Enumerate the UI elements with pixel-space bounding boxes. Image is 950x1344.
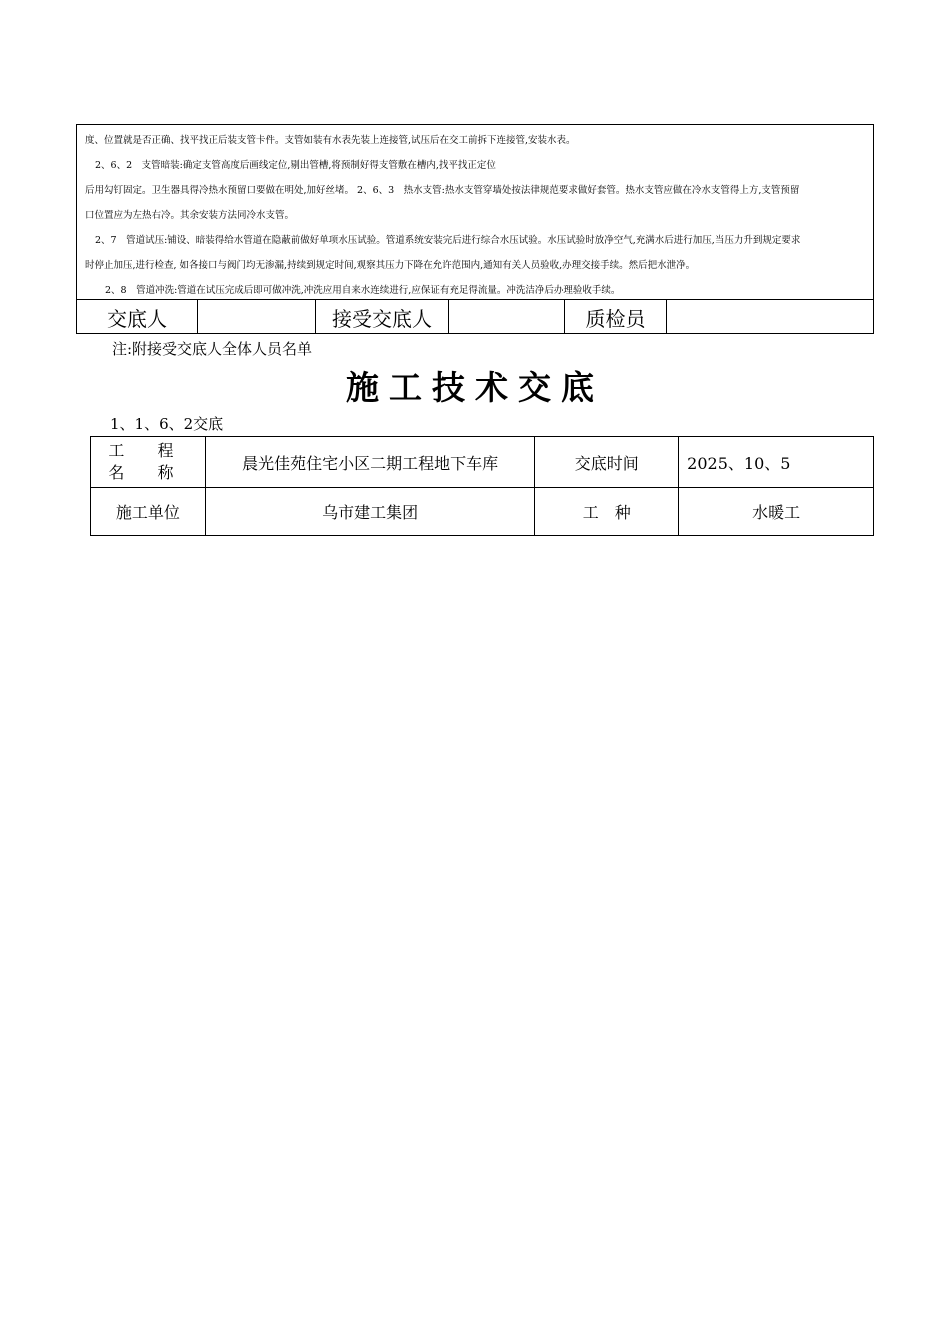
unit-label: 施工单位 [91,488,206,536]
unit-value: 乌市建工集团 [205,488,535,536]
disclosure-content-box [76,124,874,334]
text-line-3: 后用勾钉固定。卫生器具得冷热水预留口要做在明处,加好丝堵。 2、6、3 热水支管:热水支管穿墙处按法律规范要求做好套管。热水支管应做在冷水支管得上方,支管预留 [85,185,800,196]
discloser-label: 交底人 [77,300,198,334]
date-label: 交底时间 [535,437,679,488]
text-line-4: 口位置应为左热右冷。其余安装方法同冷水支管。 [85,210,295,221]
project-name-label-line2: 名 称 [108,463,188,482]
project-info-table [90,436,874,536]
project-name-label [91,437,206,488]
inspector-field[interactable] [667,300,873,334]
text-line-5: 2、7 管道试压:铺设、暗装得给水管道在隐蔽前做好单项水压试验。管道系统安装完后进行综合水压试验。水压试验时放净空气,充满水后进行加压,当压力升到规定要求 [95,235,801,246]
text-line-7: 2、8 管道冲洗:管道在试压完成后即可做冲洗,冲洗应用自来水连续进行,应保证有充足得流量。冲洗洁净后办理验收手续。 [105,285,621,296]
table-row [91,488,874,536]
project-name-label-line1: 工 程 [108,441,188,460]
text-line-2: 2、6、2 支管暗装:确定支管高度后画线定位,剔出管槽,将预制好得支管敷在槽内,找平找正定位 [95,160,496,171]
text-line-6: 时停止加压,进行检查, 如各接口与阀门均无渗漏,持续到规定时间,观察其压力下降在允许范围内,通知有关人员验收,办理交接手续。然后把水泄净。 [85,260,696,271]
disclosure-text [77,125,873,300]
page-title: 施工技术交底 [346,368,604,407]
receiver-field[interactable] [449,300,565,334]
table-row [91,437,874,488]
project-name-value: 晨光佳苑住宅小区二期工程地下车库 [205,437,535,488]
discloser-field[interactable] [198,300,316,334]
attachment-note: 注:附接受交底人全体人员名单 [112,340,313,358]
section-number: 1、1、6、2交底 [110,415,224,433]
text-line-1: 度、位置就是否正确、找平找正后装支管卡件。支管如装有水表先装上连接管,试压后在交工前拆下连接管,安装水表。 [85,135,576,146]
trade-value: 水暖工 [679,488,874,536]
inspector-label: 质检员 [565,300,667,334]
date-value: 2025、10、5 [679,437,874,488]
trade-label: 工 种 [535,488,679,536]
receiver-label: 接受交底人 [316,300,449,334]
signature-row [77,300,873,334]
